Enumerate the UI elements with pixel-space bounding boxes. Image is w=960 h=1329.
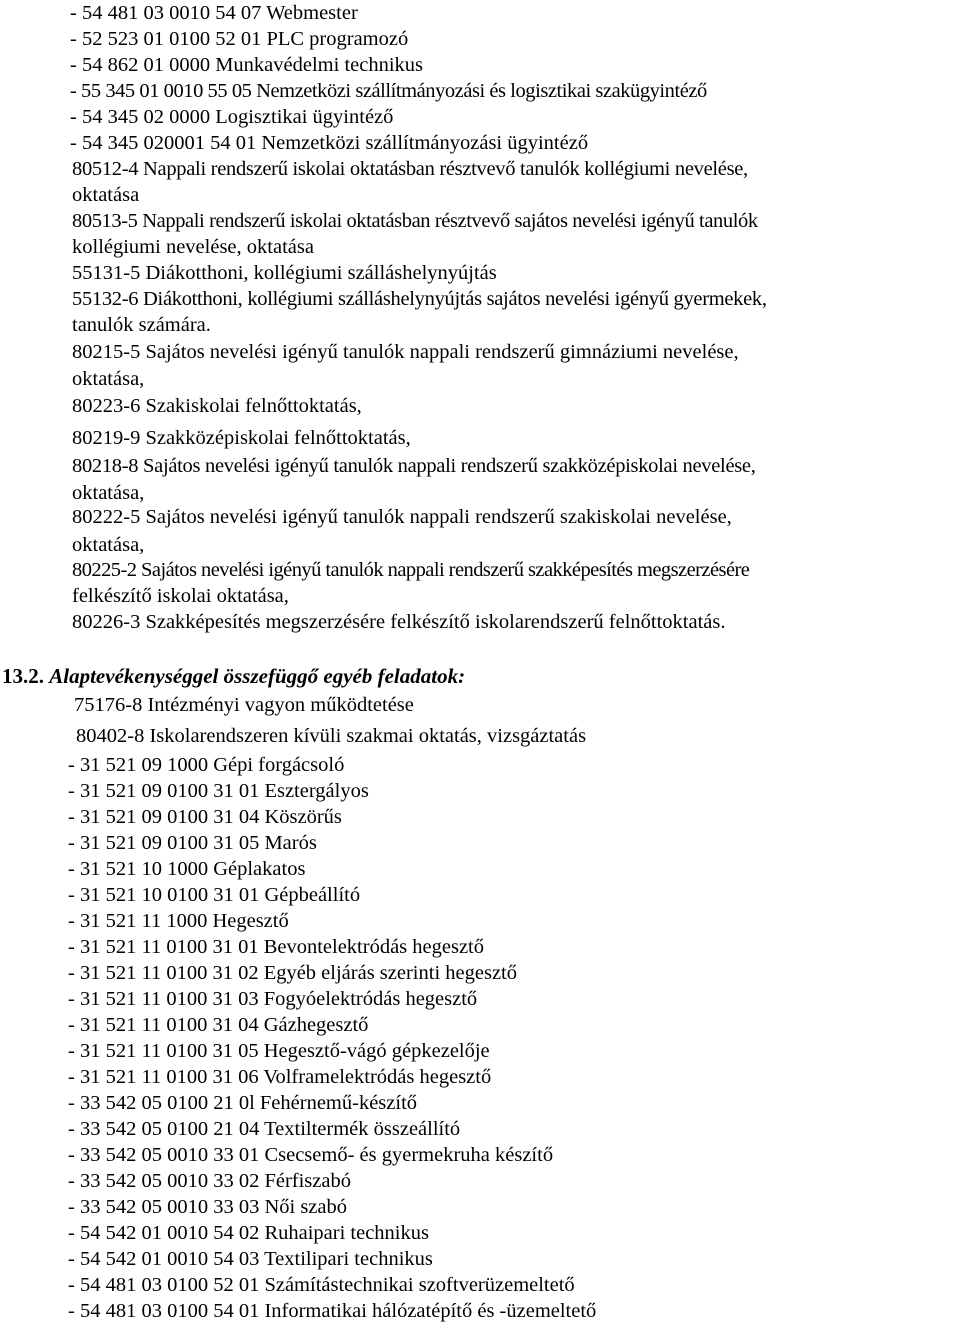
list-item: - 31 521 11 0100 31 06 Volframelektródás hegesztő [68, 1066, 492, 1088]
list-item: - 31 521 09 0100 31 04 Köszörűs [68, 806, 342, 828]
list-item: - 31 521 09 0100 31 05 Marós [68, 832, 317, 854]
text-line: 80513-5 Nappali rendszerű iskolai oktatásban résztvevő sajátos nevelési igényű tanulók [72, 210, 758, 232]
text-line: felkészítő iskolai oktatása, [72, 585, 289, 607]
list-item: - 31 521 11 0100 31 05 Hegesztő-vágó gépkezelője [68, 1040, 490, 1062]
section-title: Alaptevékenységgel összefüggő egyéb feladatok: [49, 664, 466, 688]
text-line: 75176-8 Intézményi vagyon működtetése [74, 694, 414, 716]
list-item: - 31 521 11 1000 Hegesztő [68, 910, 289, 932]
text-line: 80219-9 Szakközépiskolai felnőttoktatás, [72, 427, 411, 449]
text-line: - 54 862 01 0000 Munkavédelmi technikus [70, 54, 424, 76]
list-item: - 31 521 10 1000 Géplakatos [68, 858, 306, 880]
text-line: 80402-8 Iskolarendszeren kívüli szakmai oktatás, vizsgáztatás [76, 725, 587, 747]
text-line: 55132-6 Diákotthoni, kollégiumi szálláshelynyújtás sajátos nevelési igényű gyermekek, [72, 288, 767, 310]
list-item: - 33 542 05 0100 21 04 Textiltermék összeállító [68, 1118, 461, 1140]
list-item: - 33 542 05 0100 21 0l Fehérnemű-készítő [68, 1092, 418, 1114]
text-line: 80223-6 Szakiskolai felnőttoktatás, [72, 395, 362, 417]
list-item: - 31 521 09 1000 Gépi forgácsoló [68, 754, 345, 776]
list-item: - 31 521 11 0100 31 02 Egyéb eljárás szerinti hegesztő [68, 962, 517, 984]
list-item: - 31 521 11 0100 31 03 Fogyóelektródás hegesztő [68, 988, 478, 1010]
text-line: 80218-8 Sajátos nevelési igényű tanulók nappali rendszerű szakközépiskolai nevelése, [72, 455, 756, 477]
text-line: - 54 345 020001 54 01 Nemzetközi szállítmányozási ügyintéző [70, 132, 589, 154]
text-line: tanulók számára. [72, 314, 211, 336]
text-line: 80512-4 Nappali rendszerű iskolai oktatásban résztvevő tanulók kollégiumi nevelése, [72, 158, 748, 180]
text-line: 80222-5 Sajátos nevelési igényű tanulók nappali rendszerű szakiskolai nevelése, [72, 506, 732, 528]
list-item: - 33 542 05 0010 33 02 Férfiszabó [68, 1170, 351, 1192]
list-item: - 33 542 05 0010 33 03 Női szabó [68, 1196, 348, 1218]
list-item: - 31 521 11 0100 31 01 Bevontelektródás hegesztő [68, 936, 484, 958]
list-item: - 31 521 10 0100 31 01 Gépbeállító [68, 884, 361, 906]
text-line: 80226-3 Szakképesítés megszerzésére felkészítő iskolarendszerű felnőttoktatás. [72, 611, 726, 633]
list-item: - 33 542 05 0010 33 01 Csecsemő- és gyermekruha készítő [68, 1144, 554, 1166]
text-line: - 55 345 01 0010 55 05 Nemzetközi szállítmányozási és logisztikai szakügyintéző [70, 80, 707, 102]
list-item: - 54 542 01 0010 54 02 Ruhaipari technikus [68, 1222, 429, 1244]
text-line: oktatása [72, 184, 140, 206]
list-item: - 54 481 03 0100 52 01 Számítástechnikai szoftverüzemeltető [68, 1274, 575, 1296]
list-item: - 31 521 09 0100 31 01 Esztergályos [68, 780, 369, 802]
section-heading [2, 662, 465, 690]
text-line: oktatása, [72, 534, 145, 556]
text-line: kollégiumi nevelése, oktatása [72, 236, 314, 258]
text-line: oktatása, [72, 368, 145, 390]
text-line: - 54 481 03 0010 54 07 Webmester [70, 2, 358, 24]
text-line: oktatása, [72, 482, 145, 504]
text-line: - 52 523 01 0100 52 01 PLC programozó [70, 28, 409, 50]
text-line: 80215-5 Sajátos nevelési igényű tanulók nappali rendszerű gimnáziumi nevelése, [72, 341, 739, 363]
list-item: - 31 521 11 0100 31 04 Gázhegesztő [68, 1014, 369, 1036]
text-line: 80225-2 Sajátos nevelési igényű tanulók nappali rendszerű szakképesítés megszerzésére [72, 559, 750, 581]
text-line: 55131-5 Diákotthoni, kollégiumi szálláshelynyújtás [72, 262, 497, 284]
text-line: - 54 345 02 0000 Logisztikai ügyintéző [70, 106, 394, 128]
list-item: - 54 542 01 0010 54 03 Textilipari technikus [68, 1248, 433, 1270]
list-item: - 54 481 03 0100 54 01 Informatikai hálózatépítő és -üzemeltető [68, 1300, 597, 1322]
section-number: 13.2. [2, 664, 44, 688]
